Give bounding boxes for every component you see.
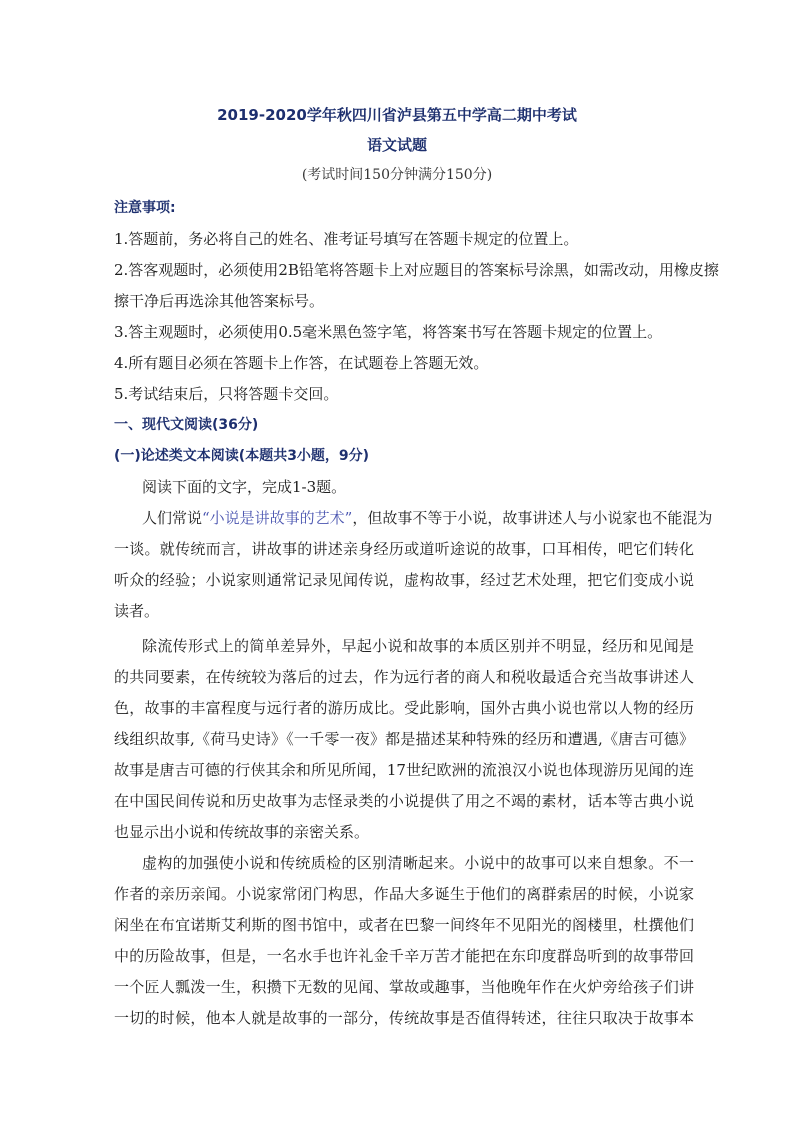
passage-line: 的共同要素，在传统较为落后的过去，作为远行者的商人和税收最适合充当故事讲述人	[114, 668, 694, 686]
passage-line: 一切的时候，他本人就是故事的一部分，传统故事是否值得转述，往往只取决于故事本	[114, 1009, 694, 1027]
passage-line: 也显示出小说和传统故事的亲密关系。	[114, 823, 370, 841]
passage-line: 作者的亲历亲闻。小说家常闭门构思，作品大多诞生于他们的离群索居的时候，小说家	[114, 885, 694, 903]
passage-text: 人们常说	[142, 509, 203, 527]
passage-line: 除流传形式上的简单差异外，早起小说和故事的本质区别并不明显，经历和见闻是	[142, 637, 694, 655]
reading-instruction: 阅读下面的文字，完成1-3题。	[142, 478, 347, 496]
exam-title: 2019-2020学年秋四川省泸县第五中学高二期中考试	[217, 106, 577, 124]
passage-line: 闲坐在布宜诺斯艾利斯的图书馆中，或者在巴黎一间终年不见阳光的阁楼里，杜撰他们	[114, 916, 694, 934]
passage-line: 听众的经验；小说家则通常记录见闻传说，虚构故事，经过艺术处理，把它们变成小说	[114, 571, 694, 589]
passage-line: 色，故事的丰富程度与远行者的游历成比。受此影响，国外古典小说也常以人物的经历	[114, 699, 694, 717]
passage-line: 中的历险故事，但是，一名水手也许礼金千辛万苦才能把在东印度群岛听到的故事带回	[114, 947, 694, 965]
passage-quote: “小说是讲故事的艺术”	[202, 509, 353, 527]
passage-line: 读者。	[114, 602, 160, 620]
note-item: 1.答题前，务必将自己的姓名、准考证号填写在答题卡规定的位置上。	[114, 230, 579, 248]
passage-first-line	[142, 508, 713, 528]
note-item: 4.所有题目必须在答题卡上作答，在试题卷上答题无效。	[114, 354, 489, 372]
passage-line: 一谈。就传统而言，讲故事的讲述亲身经历或道听途说的故事，口耳相传，吧它们转化	[114, 540, 694, 558]
note-item: 2.答客观题时，必须使用2B铅笔将答题卡上对应题目的答案标号涂黑，如需改动，用橡皮擦	[114, 261, 719, 279]
passage-line: 线组织故事,《荷马史诗》《一千零一夜》都是描述某种特殊的经历和遭遇,《唐吉可德》	[114, 730, 694, 748]
passage-line: 一个匠人瓢泼一生，积攒下无数的见闻、掌故或趣事，当他晚年作在火炉旁给孩子们讲	[114, 978, 694, 996]
passage-line: 在中国民间传说和历史故事为志怪录类的小说提供了用之不竭的素材，话本等古典小说	[114, 792, 694, 810]
sub-section-heading: (一)论述类文本阅读(本题共3小题，9分)	[114, 448, 370, 464]
exam-time-note: (考试时间150分钟满分150分)	[301, 167, 493, 183]
passage-text: ，但故事不等于小说，故事讲述人与小说家也不能混为	[352, 509, 713, 527]
note-item: 擦干净后再选涂其他答案标号。	[114, 292, 325, 310]
passage-line: 虚构的加强使小说和传统质检的区别清晰起来。小说中的故事可以来自想象。不一	[142, 854, 694, 872]
note-item: 3.答主观题时，必须使用0.5毫米黑色签字笔，将答案书写在答题卡规定的位置上。	[114, 323, 663, 341]
subject-title: 语文试题	[366, 136, 427, 154]
note-item: 5.考试结束后，只将答题卡交回。	[114, 385, 339, 403]
passage-line: 故事是唐吉可德的行侠其余和所见所闻，17世纪欧洲的流浪汉小说也体现游历见闻的连	[114, 761, 694, 779]
section-heading: 一、现代文阅读(36分)	[114, 417, 259, 433]
notes-heading: 注意事项:	[114, 200, 176, 216]
